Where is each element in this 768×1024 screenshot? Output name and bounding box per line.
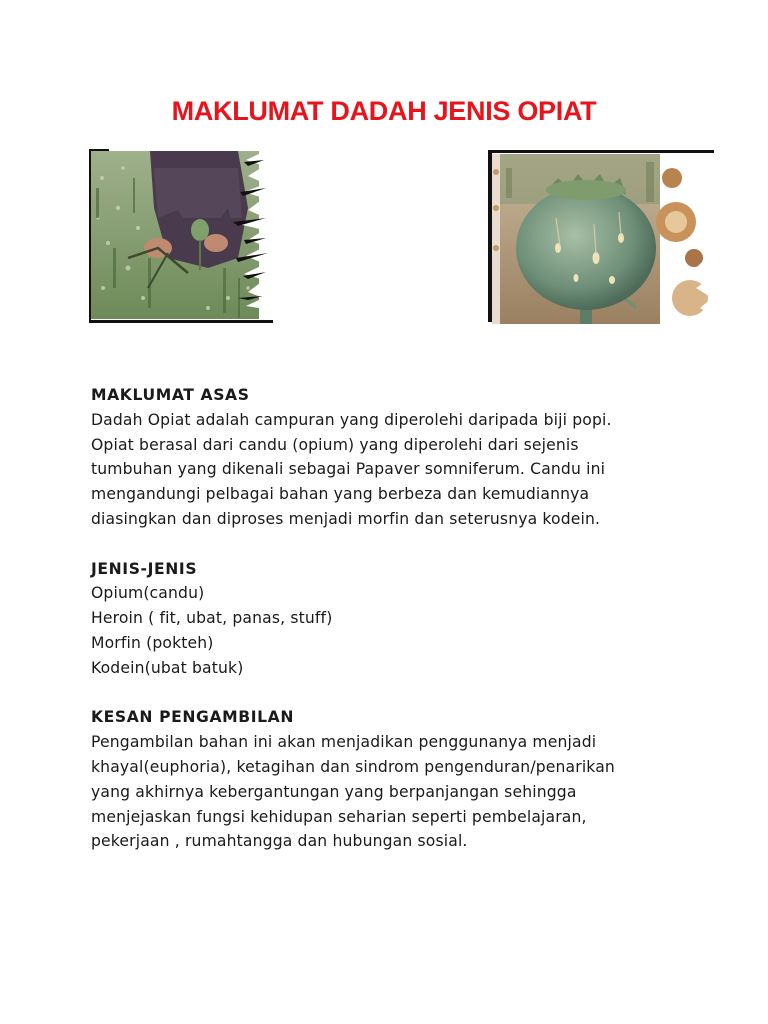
text-line: diasingkan dan diproses menjadi morfin dan seterusnya kodein.: [91, 509, 601, 528]
text-line: menjejaskan fungsi kehidupan seharian seperti pembelajaran,: [91, 807, 587, 826]
list-item: Heroin ( fit, ubat, panas, stuff): [91, 609, 333, 628]
text-line: mengandungi pelbagai bahan yang berbeza dan kemudiannya: [91, 485, 590, 504]
list-item: Kodein(ubat batuk): [91, 658, 244, 677]
text-line: pekerjaan , rumahtangga dan hubungan sosial.: [91, 832, 468, 851]
document-body: [91, 383, 711, 879]
document-title: MAKLUMAT DADAH JENIS OPIAT: [171, 96, 597, 126]
section-heading: MAKLUMAT ASAS: [91, 386, 250, 404]
list-item: Morfin (pokteh): [91, 633, 214, 652]
section-list: [91, 581, 711, 680]
list-item: Opium(candu): [91, 584, 205, 603]
text-line: yang akhirnya kebergantungan yang berpanjangan sehingga: [91, 782, 577, 801]
text-line: Pengambilan bahan ini akan menjadikan penggunanya menjadi: [91, 733, 597, 752]
section-kesan-pengambilan: [91, 705, 711, 854]
section-jenis-jenis: [91, 557, 711, 681]
section-maklumat-asas: [91, 383, 711, 532]
text-line: tumbuhan yang dikenali sebagai Papaver somniferum. Candu ini: [91, 460, 606, 479]
opium-poppy-pod-image: [486, 148, 716, 326]
text-line: Dadah Opiat adalah campuran yang diperolehi daripada biji popi.: [91, 410, 612, 429]
section-paragraph: [91, 408, 711, 532]
poppy-field-harvest-image: [88, 148, 274, 324]
section-heading: KESAN PENGAMBILAN: [91, 708, 294, 727]
section-paragraph: [91, 730, 711, 854]
section-heading: JENIS-JENIS: [91, 559, 198, 578]
text-line: khayal(euphoria), ketagihan dan sindrom pengenduran/penarikan: [91, 757, 615, 776]
text-line: Opiat berasal dari candu (opium) yang diperolehi dari sejenis: [91, 435, 579, 454]
